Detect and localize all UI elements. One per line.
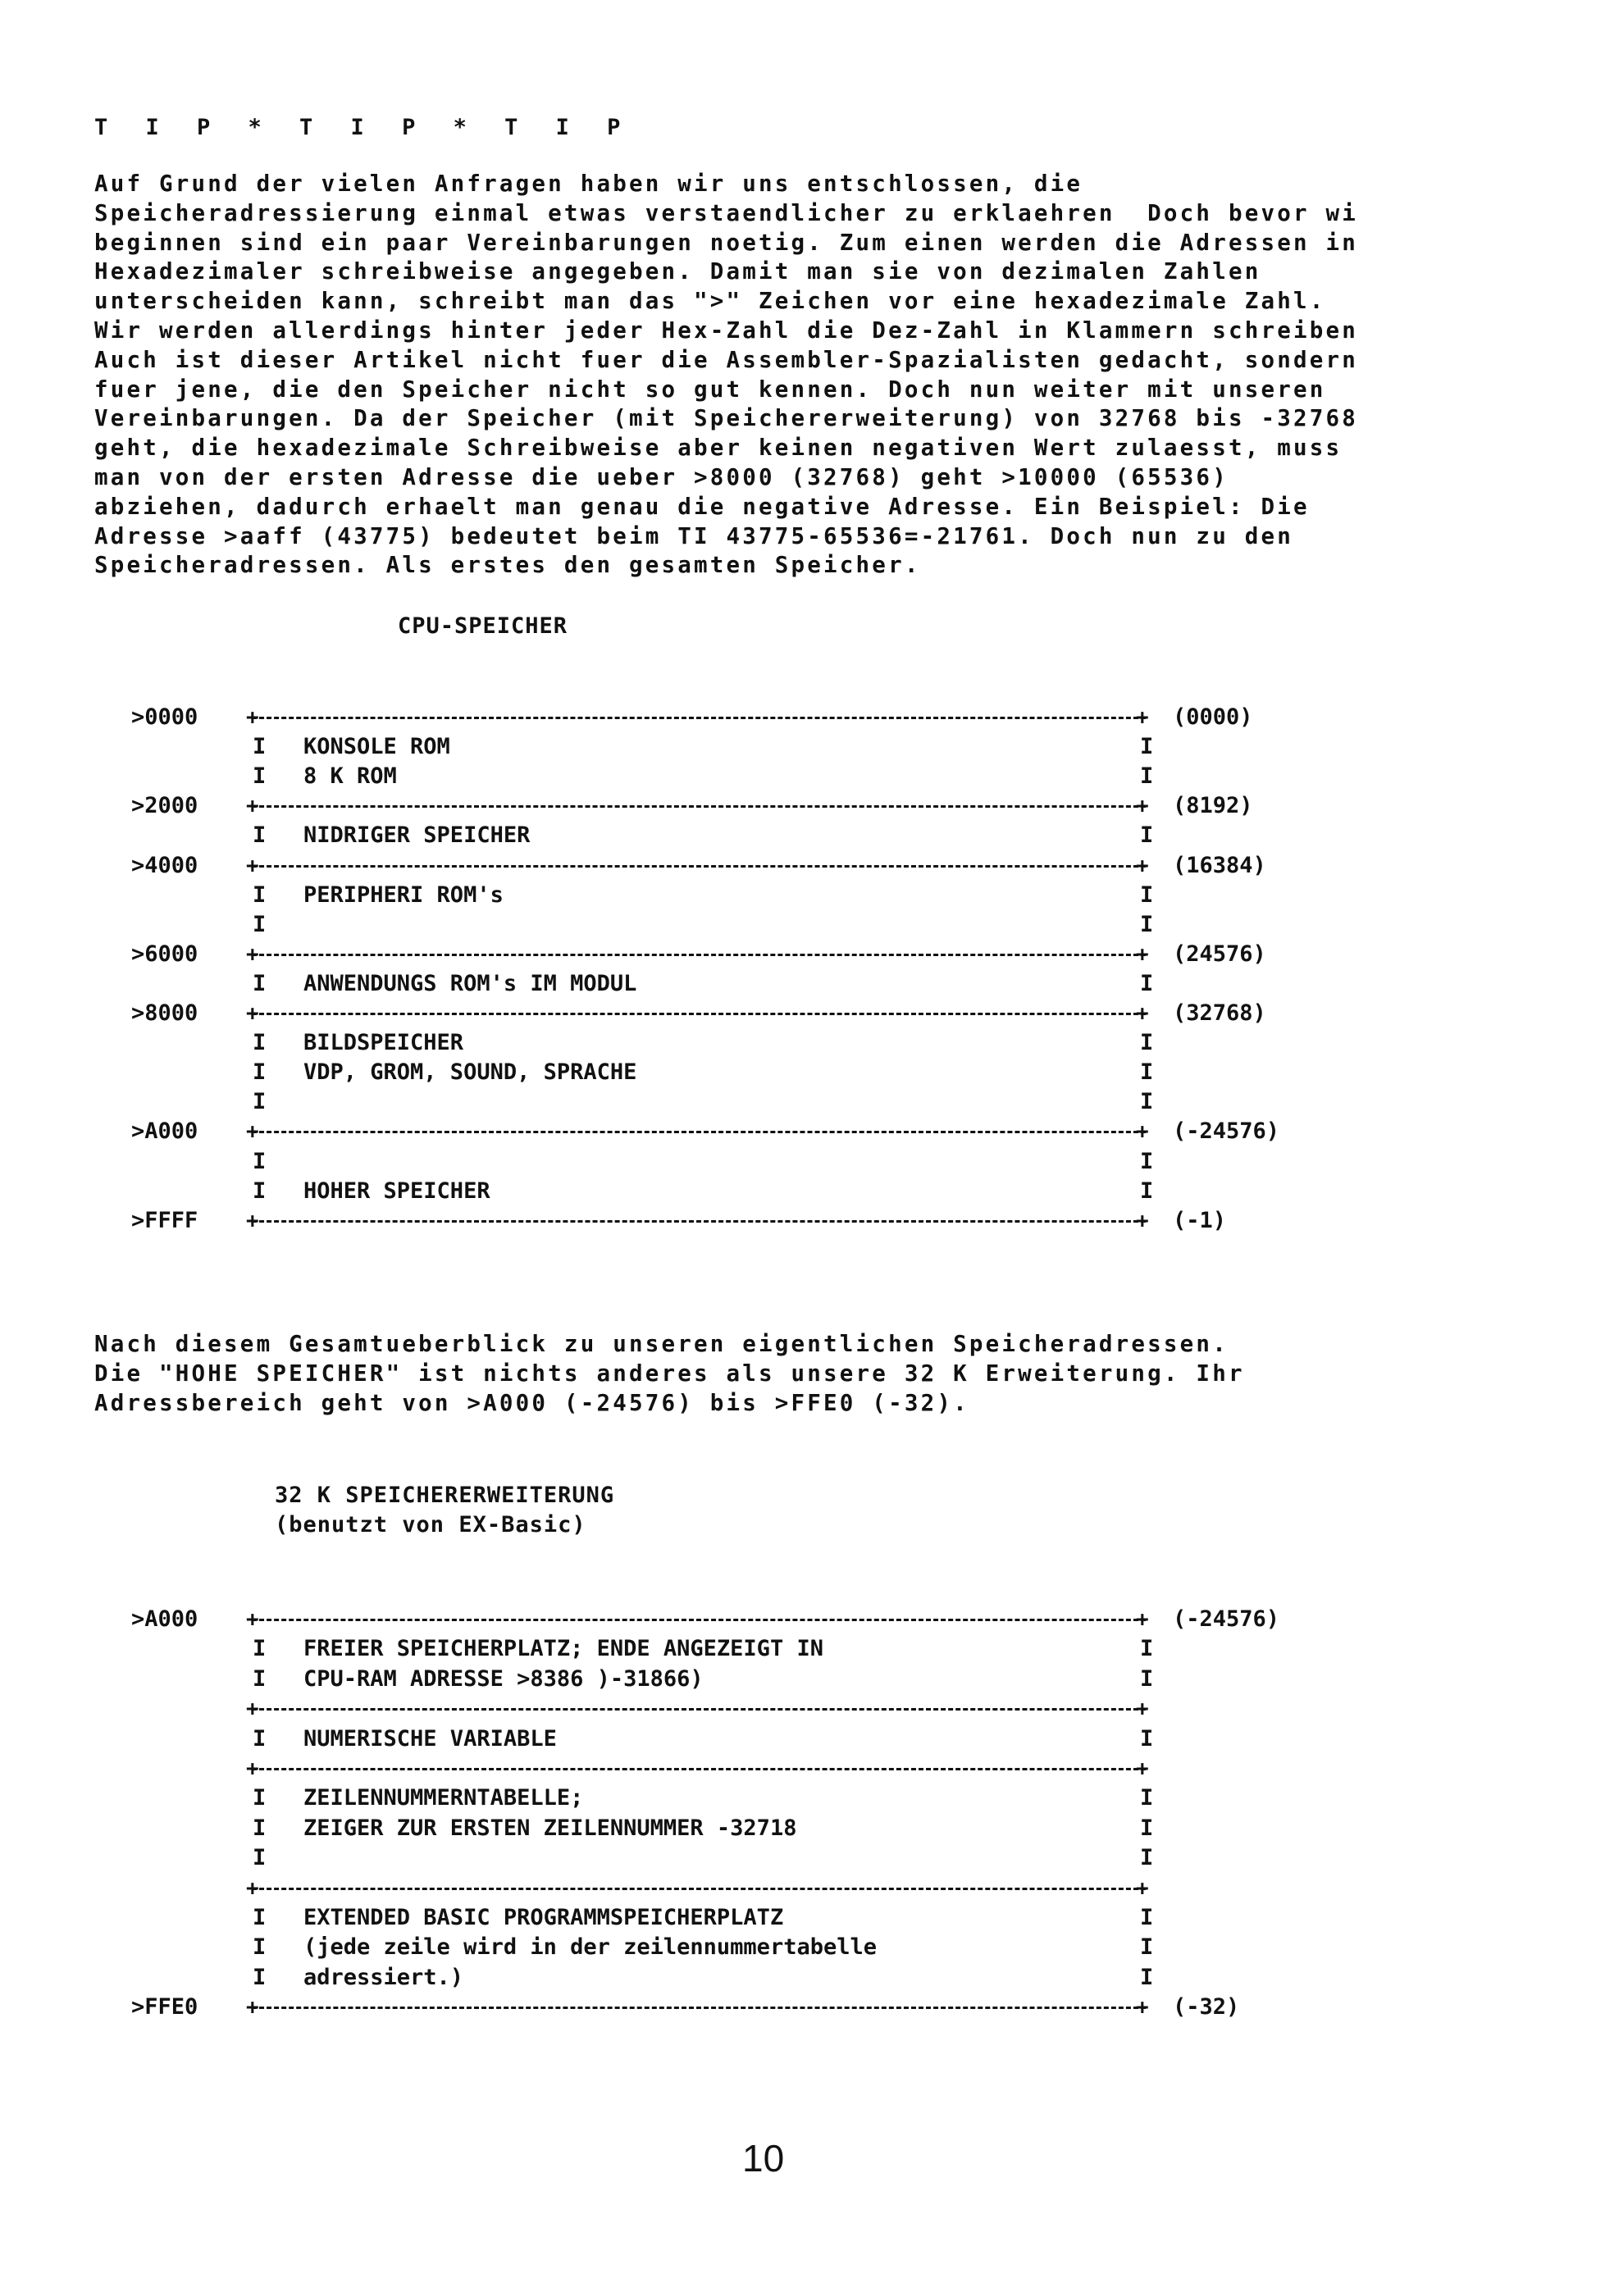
corner-plus: + [1136, 794, 1149, 819]
paragraph-line: Die "HOHE SPEICHER" ist nichts anderes als unsere 32 K Erweiterung. Ihr [94, 1360, 1245, 1387]
corner-plus: + [246, 1756, 259, 1781]
region-label: KONSOLE ROM [303, 734, 450, 760]
corner-plus: + [1136, 853, 1149, 878]
corner-plus: + [1136, 941, 1149, 967]
map-boundary-row [0, 1993, 1605, 2022]
side-bar: I [253, 763, 267, 790]
region-label: 8 K ROM [303, 763, 397, 790]
boundary-line [252, 1013, 1146, 1015]
boundary-line [252, 1619, 1146, 1621]
corner-plus: + [246, 705, 259, 730]
region-label: ANWENDUNGS ROM's IM MODUL [303, 970, 637, 996]
corner-plus: + [1136, 1208, 1149, 1233]
corner-plus: + [246, 1697, 259, 1722]
boundary-line [252, 2007, 1146, 2009]
hex-address: >4000 [131, 852, 198, 878]
map-region-row [0, 1147, 1605, 1177]
region-label: VDP, GROM, SOUND, SPRACHE [303, 1059, 637, 1086]
side-bar: I [253, 734, 267, 760]
hex-address: >FFFF [131, 1207, 198, 1233]
hex-address: >FFE0 [131, 1994, 198, 2020]
side-bar: I [253, 1845, 267, 1871]
middle-paragraph [94, 1330, 1554, 1418]
side-bar: I [253, 1089, 267, 1115]
side-bar: I [1140, 1089, 1154, 1115]
corner-plus: + [1136, 1995, 1149, 2020]
side-bar: I [253, 1934, 267, 1961]
decimal-address: (24576) [1173, 941, 1266, 967]
map-region-row [0, 1903, 1605, 1933]
boundary-line [252, 1220, 1146, 1223]
map-region-row [0, 1177, 1605, 1206]
side-bar: I [1140, 1905, 1154, 1930]
map-boundary-row [0, 999, 1605, 1028]
boundary-line [252, 1768, 1146, 1770]
region-label: BILDSPEICHER [303, 1030, 464, 1056]
region-label: adressiert.) [303, 1964, 464, 1990]
corner-plus: + [1136, 1875, 1149, 1901]
side-bar: I [1140, 1178, 1154, 1204]
hex-address: >8000 [131, 1000, 198, 1026]
boundary-line [252, 1888, 1146, 1890]
side-bar: I [1140, 822, 1154, 849]
corner-plus: + [1136, 1697, 1149, 1722]
corner-plus: + [246, 1208, 259, 1233]
side-bar: I [253, 1059, 267, 1086]
side-bar: I [1140, 911, 1154, 937]
hex-address: >0000 [131, 704, 198, 730]
paragraph-line: beginnen sind ein paar Vereinbarungen noetig. Zum einen werden die Adressen in [94, 229, 1358, 256]
corner-plus: + [1136, 1607, 1149, 1632]
map-boundary-row [0, 1694, 1605, 1724]
side-bar: I [1140, 1148, 1154, 1174]
side-bar: I [253, 822, 267, 849]
side-bar: I [253, 1725, 267, 1752]
paragraph-line: unterscheiden kann, schreibt man das ">" Zeichen vor eine hexadezimale Zahl. [94, 288, 1326, 315]
paragraph-line: Hexadezimaler schreibweise angegeben. Damit man sie von dezimalen Zahlen [94, 258, 1261, 285]
side-bar: I [253, 1905, 267, 1930]
cpu-memory-title: CPU-SPEICHER [398, 613, 568, 639]
paragraph-line: Adressbereich geht von >A000 (-24576) bis >FFE0 (-32). [94, 1389, 969, 1416]
region-label: ZEIGER ZUR ERSTEN ZEILENNUMMER -32718 [303, 1815, 797, 1841]
side-bar: I [253, 1030, 267, 1056]
map-region-row [0, 821, 1605, 850]
map-boundary-row [0, 1117, 1605, 1146]
region-label: HOHER SPEICHER [303, 1178, 490, 1204]
paragraph-line: Wir werden allerdings hinter jeder Hex-Zahl die Dez-Zahl in Klammern schreiben [94, 317, 1358, 344]
map-boundary-row [0, 791, 1605, 821]
paragraph-line: fuer jene, die den Speicher nicht so gut kennen. Doch nun weiter mit unseren [94, 376, 1326, 403]
map-region-row [0, 1087, 1605, 1117]
map-boundary-row [0, 1206, 1605, 1236]
side-bar: I [253, 1148, 267, 1174]
map-boundary-row [0, 1605, 1605, 1634]
map-region-row [0, 969, 1605, 999]
side-bar: I [253, 1964, 267, 1990]
decimal-address: (-24576) [1173, 1606, 1280, 1632]
side-bar: I [1140, 1934, 1154, 1961]
expansion-memory-title: 32 K SPEICHERERWEITERUNG [275, 1483, 615, 1508]
map-region-row [0, 1724, 1605, 1754]
side-bar: I [1140, 763, 1154, 790]
paragraph-line: Vereinbarungen. Da der Speicher (mit Speichererweiterung) von 32768 bis -32768 [94, 405, 1358, 432]
side-bar: I [253, 1815, 267, 1841]
paragraph-line: Speicheradressen. Als erstes den gesamten Speicher. [94, 552, 921, 579]
map-region-row [0, 1665, 1605, 1694]
side-bar: I [1140, 1815, 1154, 1841]
decimal-address: (8192) [1173, 793, 1253, 819]
map-boundary-row [0, 851, 1605, 881]
boundary-line [252, 1708, 1146, 1711]
side-bar: I [1140, 1636, 1154, 1662]
map-region-row [0, 1814, 1605, 1843]
map-region-row [0, 910, 1605, 940]
boundary-line [252, 954, 1146, 956]
corner-plus: + [246, 1001, 259, 1026]
region-label: (jede zeile wird in der zeilennummertabelle [303, 1934, 877, 1961]
paragraph-line: man von der ersten Adresse die ueber >8000 (32768) geht >10000 (65536) [94, 463, 1229, 490]
boundary-line [252, 805, 1146, 808]
side-bar: I [1140, 1845, 1154, 1871]
corner-plus: + [246, 1875, 259, 1901]
map-boundary-row [0, 1754, 1605, 1784]
side-bar: I [1140, 1725, 1154, 1752]
tip-header: T I P * T I P * T I P [94, 115, 633, 140]
corner-plus: + [246, 853, 259, 878]
expansion-memory-subtitle: (benutzt von EX-Basic) [275, 1512, 586, 1538]
page-number: 10 [742, 2137, 785, 2180]
region-label: CPU-RAM ADRESSE >8386 )-31866) [303, 1665, 704, 1692]
hex-address: >6000 [131, 941, 198, 967]
map-region-row [0, 762, 1605, 791]
decimal-address: (-32) [1173, 1994, 1240, 2020]
side-bar: I [1140, 1030, 1154, 1056]
map-boundary-row [0, 940, 1605, 969]
region-label: FREIER SPEICHERPLATZ; ENDE ANGEZEIGT IN [303, 1636, 823, 1662]
side-bar: I [253, 882, 267, 908]
corner-plus: + [1136, 1001, 1149, 1026]
side-bar: I [253, 1785, 267, 1811]
map-boundary-row [0, 1874, 1605, 1903]
map-region-row [0, 1058, 1605, 1087]
intro-paragraph [94, 170, 1554, 581]
map-region-row [0, 1634, 1605, 1664]
side-bar: I [1140, 1665, 1154, 1692]
decimal-address: (-1) [1173, 1207, 1227, 1233]
corner-plus: + [246, 1995, 259, 2020]
paragraph-line: Auf Grund der vielen Anfragen haben wir uns entschlossen, die [94, 171, 1083, 197]
map-region-row [0, 732, 1605, 762]
paragraph-line: Nach diesem Gesamtueberblick zu unseren eigentlichen Speicheradressen. [94, 1331, 1229, 1357]
hex-address: >2000 [131, 793, 198, 819]
side-bar: I [1140, 734, 1154, 760]
decimal-address: (32768) [1173, 1000, 1266, 1026]
paragraph-line: geht, die hexadezimale Schreibweise aber keinen negativen Wert zulaesst, muss [94, 435, 1343, 462]
side-bar: I [253, 1665, 267, 1692]
corner-plus: + [1136, 1756, 1149, 1781]
corner-plus: + [246, 1607, 259, 1632]
corner-plus: + [246, 1119, 259, 1145]
decimal-address: (-24576) [1173, 1118, 1280, 1145]
boundary-line [252, 717, 1146, 719]
side-bar: I [1140, 882, 1154, 908]
boundary-line [252, 1131, 1146, 1133]
paragraph-line: Auch ist dieser Artikel nicht fuer die Assembler-Spazialisten gedacht, sondern [94, 346, 1358, 373]
side-bar: I [1140, 1964, 1154, 1990]
side-bar: I [1140, 1785, 1154, 1811]
side-bar: I [1140, 970, 1154, 996]
side-bar: I [253, 970, 267, 996]
side-bar: I [253, 1178, 267, 1204]
region-label: NUMERISCHE VARIABLE [303, 1725, 557, 1752]
hex-address: >A000 [131, 1606, 198, 1632]
region-label: ZEILENNUMMERNTABELLE; [303, 1785, 584, 1811]
paragraph-line: abziehen, dadurch erhaelt man genau die negative Adresse. Ein Beispiel: Die [94, 493, 1310, 520]
side-bar: I [253, 1636, 267, 1662]
region-label: NIDRIGER SPEICHER [303, 822, 531, 849]
corner-plus: + [246, 941, 259, 967]
map-region-row [0, 1963, 1605, 1993]
side-bar: I [253, 911, 267, 937]
map-region-row [0, 1843, 1605, 1873]
boundary-line [252, 865, 1146, 868]
map-region-row [0, 1784, 1605, 1813]
decimal-address: (0000) [1173, 704, 1253, 730]
hex-address: >A000 [131, 1118, 198, 1145]
decimal-address: (16384) [1173, 852, 1266, 878]
corner-plus: + [246, 794, 259, 819]
map-region-row [0, 881, 1605, 910]
side-bar: I [1140, 1059, 1154, 1086]
paragraph-line: Speicheradressierung einmal etwas verstaendlicher zu erklaehren Doch bevor wi [94, 199, 1358, 226]
region-label: EXTENDED BASIC PROGRAMMSPEICHERPLATZ [303, 1905, 784, 1930]
region-label: PERIPHERI ROM's [303, 882, 504, 908]
map-boundary-row [0, 703, 1605, 732]
map-region-row [0, 1028, 1605, 1058]
corner-plus: + [1136, 705, 1149, 730]
paragraph-line: Adresse >aaff (43775) bedeutet beim TI 43775-65536=-21761. Doch nun zu den [94, 522, 1293, 549]
corner-plus: + [1136, 1119, 1149, 1145]
map-region-row [0, 1933, 1605, 1962]
